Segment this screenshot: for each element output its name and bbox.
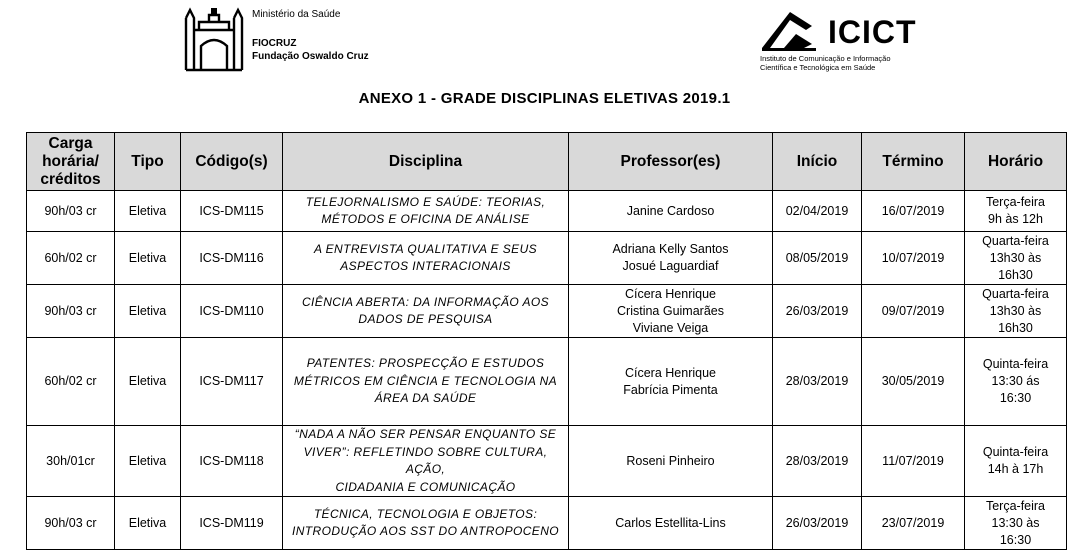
cell-inicio: 28/03/2019 [773,338,862,426]
header-horario: Horário [965,133,1067,191]
icict-logo [760,6,960,76]
cell-carga: 60h/02 cr [27,338,115,426]
cell-codigo: ICS-DM115 [181,191,283,232]
cell-tipo: Eletiva [115,338,181,426]
page-header [0,0,1089,80]
cell-tipo: Eletiva [115,232,181,285]
cell-horario: Quarta-feira 13h30 às 16h30 [965,285,1067,338]
table-row [27,285,1067,338]
cell-termino: 23/07/2019 [862,497,965,550]
icict-sub-line-1: Instituto de Comunicação e Informação [760,54,891,63]
cell-termino: 10/07/2019 [862,232,965,285]
header-carga: Carga horária/ créditos [27,133,115,191]
icict-subtitle [760,54,891,72]
cell-horario: Terça-feira 9h às 12h [965,191,1067,232]
cell-tipo: Eletiva [115,191,181,232]
cell-inicio: 02/04/2019 [773,191,862,232]
icict-mark-icon [760,8,818,52]
header-disciplina: Disciplina [283,133,569,191]
cell-codigo: ICS-DM118 [181,426,283,497]
cell-inicio: 26/03/2019 [773,285,862,338]
fiocruz-full-label: Fundação Oswaldo Cruz [252,51,369,62]
cell-termino: 09/07/2019 [862,285,965,338]
header-codigo: Código(s) [181,133,283,191]
cell-carga: 60h/02 cr [27,232,115,285]
cell-codigo: ICS-DM117 [181,338,283,426]
cell-disciplina: TÉCNICA, TECNOLOGIA E OBJETOS: INTRODUÇÃO AOS SST DO ANTROPOCENO [283,497,569,550]
cell-tipo: Eletiva [115,426,181,497]
cell-carga: 30h/01cr [27,426,115,497]
cell-codigo: ICS-DM119 [181,497,283,550]
cell-carga: 90h/03 cr [27,191,115,232]
header-professor: Professor(es) [569,133,773,191]
cell-codigo: ICS-DM116 [181,232,283,285]
cell-codigo: ICS-DM110 [181,285,283,338]
cell-carga: 90h/03 cr [27,285,115,338]
cell-inicio: 08/05/2019 [773,232,862,285]
cell-termino: 11/07/2019 [862,426,965,497]
cell-tipo: Eletiva [115,285,181,338]
cell-termino: 16/07/2019 [862,191,965,232]
table-row [27,497,1067,550]
cell-disciplina: A ENTREVISTA QUALITATIVA E SEUS ASPECTOS INTERACIONAIS [283,232,569,285]
icict-name: ICICT [828,14,917,50]
cell-termino: 30/05/2019 [862,338,965,426]
cell-professor: Roseni Pinheiro [569,426,773,497]
cell-horario: Terça-feira 13:30 às 16:30 [965,497,1067,550]
ministry-label: Ministério da Saúde [252,9,341,20]
cell-inicio: 26/03/2019 [773,497,862,550]
cell-horario: Quinta-feira 14h à 17h [965,426,1067,497]
cell-professor: Cícera Henrique Fabrícia Pimenta [569,338,773,426]
table-row [27,426,1067,497]
header-tipo: Tipo [115,133,181,191]
cell-professor: Cícera Henrique Cristina Guimarães Viviane Veiga [569,285,773,338]
page-title: ANEXO 1 - GRADE DISCIPLINAS ELETIVAS 2019.1 [358,90,731,107]
table-row [27,338,1067,426]
cell-professor: Carlos Estellita-Lins [569,497,773,550]
fiocruz-text [252,8,369,63]
cell-horario: Quinta-feira 13:30 ás 16:30 [965,338,1067,426]
table-row [27,232,1067,285]
disciplines-table [26,132,1067,550]
fiocruz-castle-logo [183,6,245,72]
cell-disciplina: CIÊNCIA ABERTA: DA INFORMAÇÃO AOS DADOS DE PESQUISA [283,285,569,338]
fiocruz-label: FIOCRUZ [252,38,297,49]
cell-disciplina: PATENTES: PROSPECÇÃO E ESTUDOS MÉTRICOS EM CIÊNCIA E TECNOLOGIA NA ÁREA DA SAÚDE [283,338,569,426]
cell-horario: Quarta-feira 13h30 às 16h30 [965,232,1067,285]
cell-disciplina: TELEJORNALISMO E SAÚDE: TEORIAS, MÉTODOS E OFICINA DE ANÁLISE [283,191,569,232]
cell-professor: Janine Cardoso [569,191,773,232]
header-termino: Término [862,133,965,191]
header-inicio: Início [773,133,862,191]
cell-inicio: 28/03/2019 [773,426,862,497]
table-row [27,191,1067,232]
cell-professor: Adriana Kelly Santos Josué Laguardiaf [569,232,773,285]
cell-disciplina: “NADA A NÃO SER PENSAR ENQUANTO SE VIVER”: REFLETINDO SOBRE CULTURA, AÇÃO, CIDADANIA E COMUNICAÇÃO [283,426,569,497]
icict-sub-line-2: Científica e Tecnológica em Saúde [760,63,876,72]
table-header-row [27,133,1067,191]
cell-tipo: Eletiva [115,497,181,550]
cell-carga: 90h/03 cr [27,497,115,550]
